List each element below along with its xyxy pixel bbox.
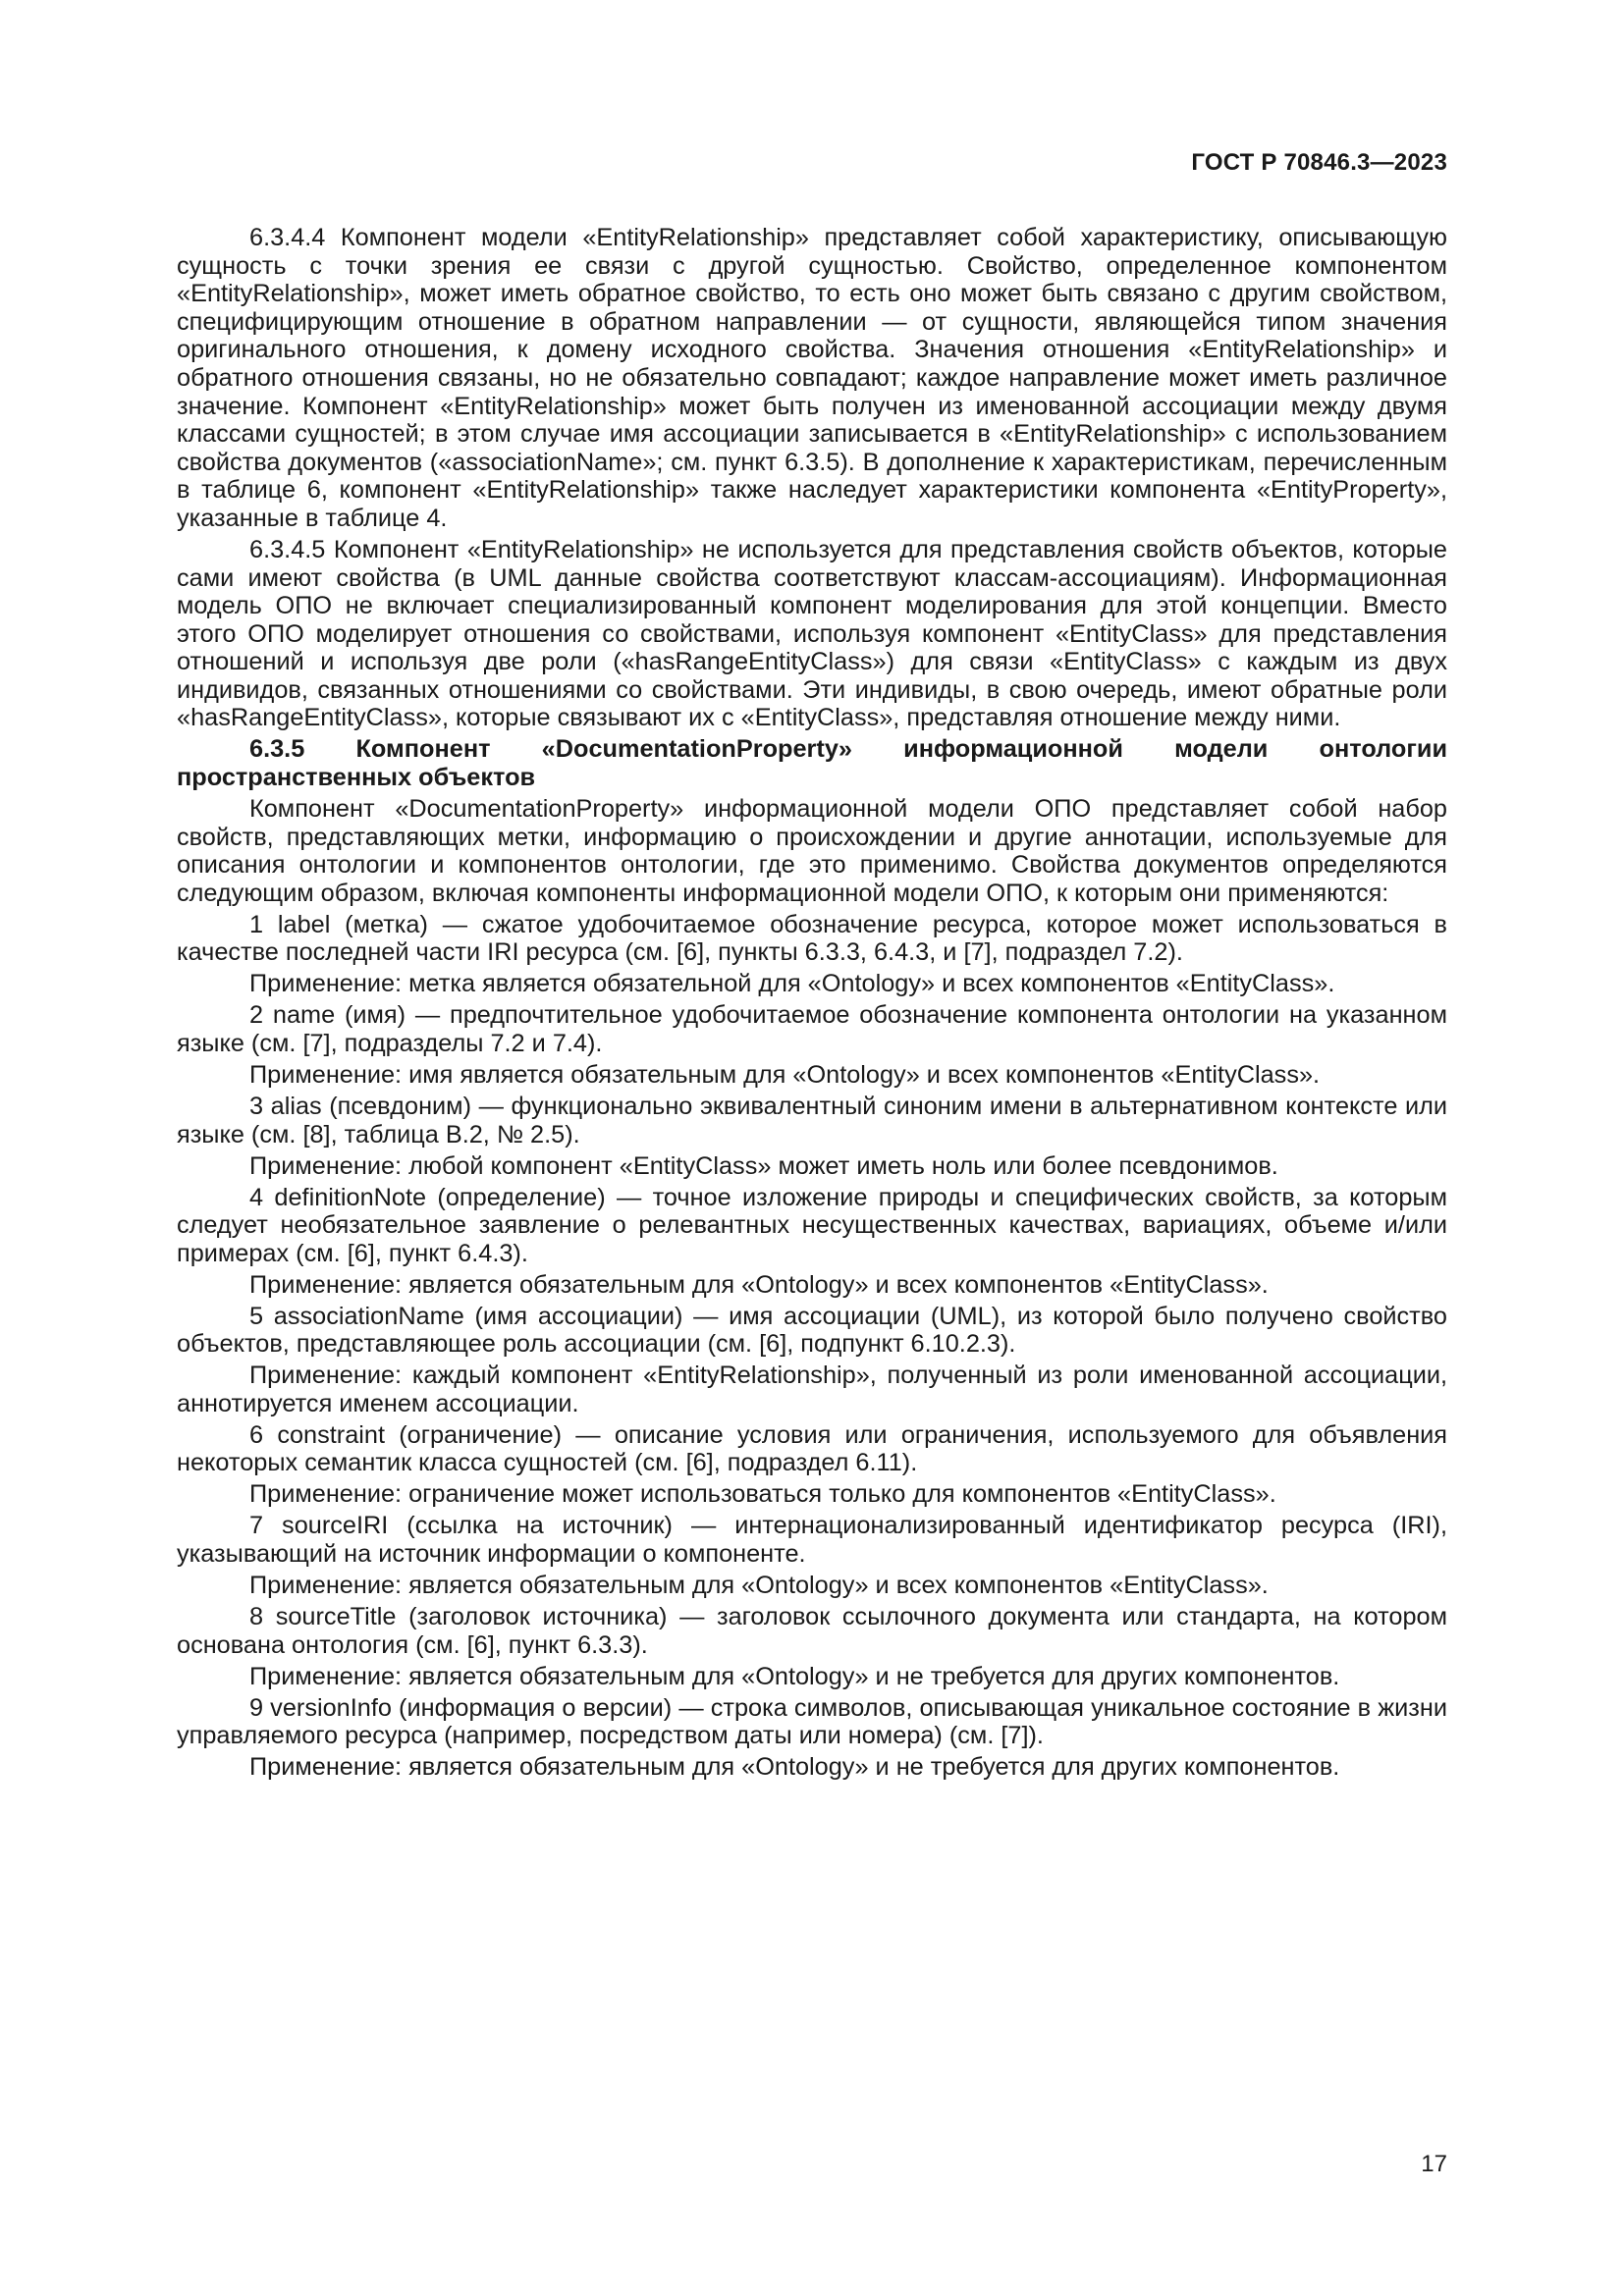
usage-note-source-iri: Применение: является обязательным для «Ontology» и всех компонентов «EntityClass». xyxy=(249,1571,1269,1599)
list-item-association-name: 5 associationName (имя ассоциации) — имя ассоциации (UML), из которой было получено свойство объектов, представляющее роль ассоциации (см. [6], подпункт 6.10.2.3). xyxy=(177,1302,1447,1359)
list-item-version-info: 9 versionInfo (информация о версии) — строка символов, описывающая уникальное состояние в жизни управляемого ресурса (например, посредством даты или номера) (см. [7]). xyxy=(177,1693,1447,1750)
usage-note-label: Применение: метка является обязательной для «Ontology» и всех компонентов «EntityClass». xyxy=(249,970,1335,998)
usage-note-association-name: Применение: каждый компонент «EntityRelationship», полученный из роли именованной ассоциации, аннотируется именем ассоциации. xyxy=(177,1362,1447,1417)
list-item-source-iri: 7 sourceIRI (ссылка на источник) — интернационализированный идентификатор ресурса (IRI), указывающий на источник информации о компоненте. xyxy=(177,1512,1447,1568)
document-body xyxy=(177,224,1447,1785)
usage-note-name: Применение: имя является обязательным для «Ontology» и всех компонентов «EntityClass». xyxy=(249,1060,1321,1089)
paragraph-6-3-4-4: 6.3.4.4 Компонент модели «EntityRelationship» представляет собой характеристику, описывающую сущность с точки зрения ее связи с другой сущностью. Свойство, определенное компонентом «EntityRelationship», может иметь обратное свойство, то есть оно может быть связано с другим свойством, специфицирующим отношение в обратном направлении — от сущности, являющейся типом значения оригинального отношения, к домену исходного свойства. Значения отношения «EntityRelationship» и обратного отношения связаны, но не обязательно совпадают; каждое направление может иметь различное значение. Компонент «EntityRelationship» может быть получен из именованной ассоциации между двумя классами сущностей; в этом случае имя ассоциации записывается в «EntityRelationship» с использованием свойства документов («associationName»; см. пункт 6.3.5). В дополнение к характеристикам, перечисленным в таблице 6, компонент «EntityRelationship» также наследует характеристики компонента «EntityProperty», указанные в таблице 4. xyxy=(177,224,1447,532)
list-item-alias: 3 alias (псевдоним) — функционально эквивалентный синоним имени в альтернативном контексте или языке (см. [8], таблица B.2, № 2.5). xyxy=(177,1092,1447,1148)
list-item-label: 1 label (метка) — сжатое удобочитаемое обозначение ресурса, которое может использоваться в качестве последней части IRI ресурса (см. [6], пункты 6.3.3, 6.4.3, и [7], подраздел 7.2). xyxy=(177,910,1447,967)
list-item-definition-note: 4 definitionNote (определение) — точное изложение природы и специфических свойств, за которым следует необязательное заявление о релевантных несущественных качествах, вариациях, объеме и/или примерах (см. [6], пункт 6.4.3). xyxy=(177,1183,1447,1267)
usage-note-alias: Применение: любой компонент «EntityClass» может иметь ноль или более псевдонимов. xyxy=(249,1151,1278,1180)
standard-header: ГОСТ Р 70846.3—2023 xyxy=(1191,149,1447,176)
list-item-constraint: 6 constraint (ограничение) — описание условия или ограничения, используемого для объявления некоторых семантик класса сущностей (см. [6], подраздел 6.11). xyxy=(177,1420,1447,1477)
section-heading-6-3-5: 6.3.5 Компонент «DocumentationProperty» информационной модели онтологии пространственных объектов xyxy=(177,735,1447,792)
usage-note-constraint: Применение: ограничение может использоваться только для компонентов «EntityClass». xyxy=(249,1480,1276,1509)
usage-note-source-title: Применение: является обязательным для «Ontology» и не требуется для других компонентов. xyxy=(249,1662,1340,1690)
list-item-name: 2 name (имя) — предпочтительное удобочитаемое обозначение компонента онтологии на указанном языке (см. [7], подразделы 7.2 и 7.4). xyxy=(177,1001,1447,1057)
paragraph-6-3-4-5: 6.3.4.5 Компонент «EntityRelationship» не используется для представления свойств объектов, которые сами имеют свойства (в UML данные свойства соответствуют классам-ассоциациям). Информационная модель ОПО не включает специализированный компонент моделирования для этой концепции. Вместо этого ОПО моделирует отношения со свойствами, используя компонент «EntityClass» для представления отношений и используя две роли («hasRangeEntityClass») для связи «EntityClass» с каждым из двух индивидов, связанных отношениями со свойствами. Эти индивиды, в свою очередь, имеют обратные роли «hasRangeEntityClass», которые связывают их с «EntityClass», представляя отношение между ними. xyxy=(177,535,1447,732)
paragraph-documentation-property-intro: Компонент «DocumentationProperty» информационной модели ОПО представляет собой набор свойств, представляющих метки, информацию о происхождении и другие аннотации, используемые для описания онтологии и компонентов онтологии, где это применимо. Свойства документов определяются следующим образом, включая компоненты информационной модели ОПО, к которым они применяются: xyxy=(177,795,1447,907)
page-number: 17 xyxy=(1421,2151,1447,2177)
usage-note-version-info: Применение: является обязательным для «Ontology» и не требуется для других компонентов. xyxy=(249,1753,1340,1782)
usage-note-definition-note: Применение: является обязательным для «Ontology» и всех компонентов «EntityClass». xyxy=(249,1270,1269,1299)
list-item-source-title: 8 sourceTitle (заголовок источника) — заголовок ссылочного документа или стандарта, на котором основана онтология (см. [6], пункт 6.3.3). xyxy=(177,1602,1447,1659)
